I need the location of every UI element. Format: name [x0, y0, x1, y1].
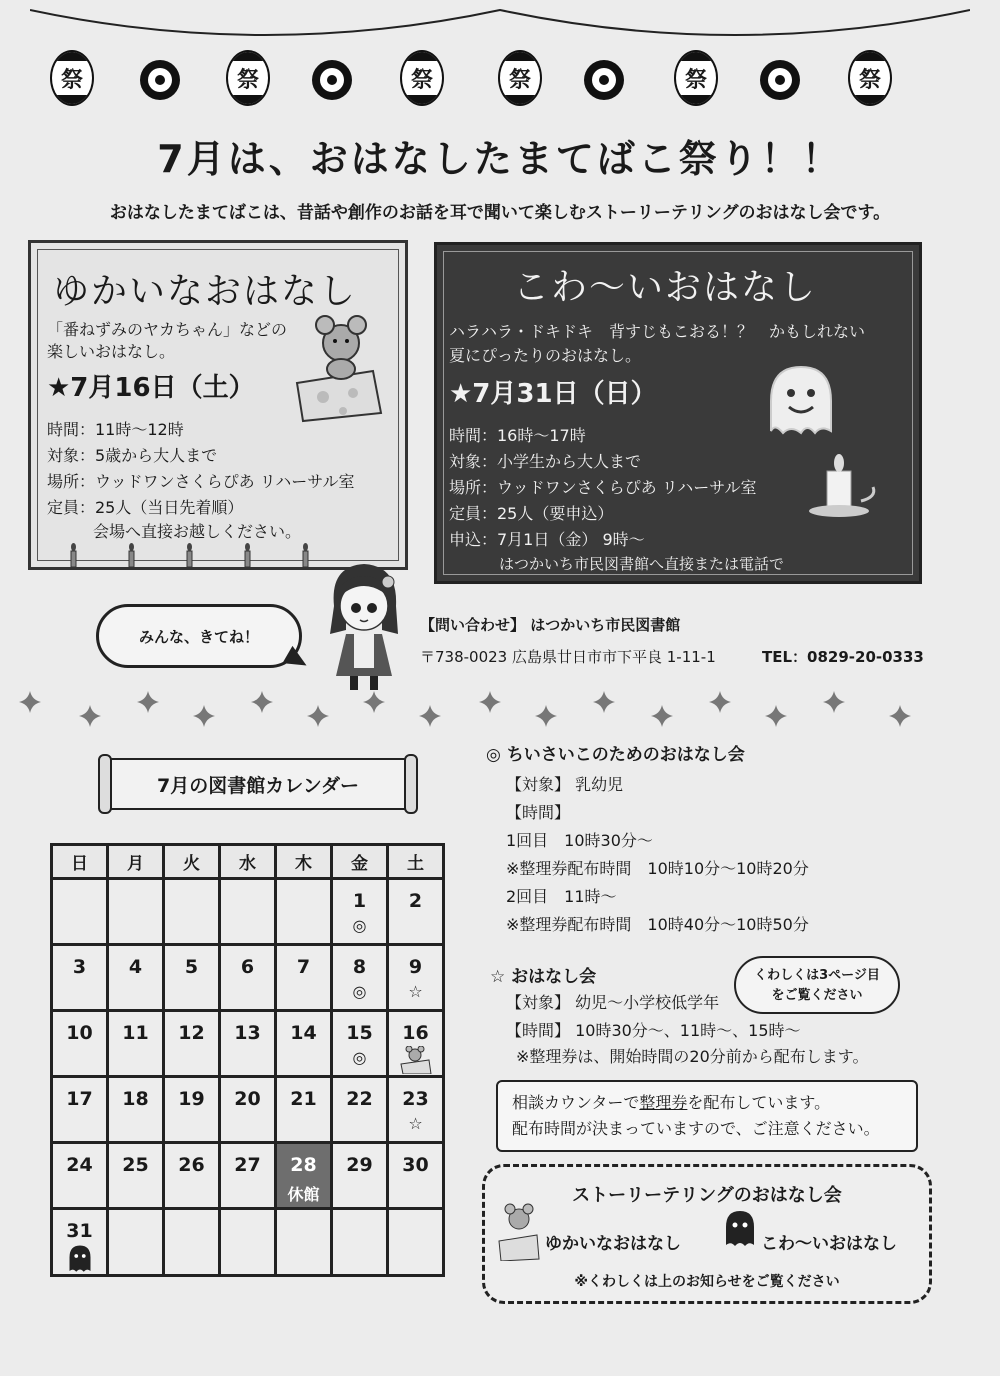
- sparkle-icon: [79, 705, 101, 727]
- ghost-icon: [723, 1209, 757, 1249]
- toddler-heading: ◎ ちいさいこのためのおはなし会: [486, 745, 745, 765]
- calendar-empty-cell: [276, 879, 332, 945]
- notice-text-c: を配布しています。: [687, 1093, 831, 1112]
- lantern-icon: [498, 50, 542, 106]
- calendar-day-10: [52, 1011, 108, 1077]
- sparkle-icon: [251, 691, 273, 713]
- event-desc-1: ハラハラ・ドキドキ 背すじもこおる！？ かもしれない: [449, 322, 866, 341]
- day-number: 31: [66, 1220, 93, 1242]
- day-number: 13: [234, 1022, 261, 1044]
- day-number: 28: [290, 1154, 317, 1176]
- day-number: 5: [184, 956, 199, 978]
- calendar-day-18: [108, 1077, 164, 1143]
- day-number: 3: [72, 956, 87, 978]
- calendar-week: [52, 945, 444, 1011]
- contact-label: 【問い合わせ】 はつかいち市民図書館: [420, 616, 681, 634]
- sparkle-icon: [765, 705, 787, 727]
- calendar-week: [52, 1143, 444, 1209]
- calendar-day-29: [332, 1143, 388, 1209]
- sparkle-icon: [889, 705, 911, 727]
- calendar-empty-cell: [332, 1209, 388, 1276]
- event-date: ★7月31日（日）: [449, 379, 657, 409]
- sparkle-icon: [363, 691, 385, 713]
- day-number: 4: [128, 956, 143, 978]
- toddler-time-label: 【時間】: [506, 803, 571, 822]
- legend-note: ※くわしくは上のお知らせをご覧ください: [574, 1274, 840, 1290]
- event-target: 対象：小学生から大人まで: [449, 452, 642, 471]
- ghost-candle-icon: [761, 361, 901, 521]
- calendar-day-17: [52, 1077, 108, 1143]
- calendar-empty-cell: [276, 1209, 332, 1276]
- calendar-day-7: [276, 945, 332, 1011]
- contact-tel: TEL：0829-20-0333: [762, 648, 924, 666]
- lantern-icon: [400, 50, 444, 106]
- toddler-target: 【対象】 乳幼児: [506, 775, 624, 794]
- storytime-target: 【対象】 幼児〜小学校低学年: [506, 993, 720, 1012]
- day-number: 22: [346, 1088, 373, 1110]
- mouse-icon: [497, 1203, 541, 1261]
- mouse-cheese-icon: [293, 313, 385, 423]
- lantern-icon: [848, 50, 892, 106]
- weekday-header: 木: [276, 845, 332, 879]
- calendar-day-20: [220, 1077, 276, 1143]
- storytime-mark: ☆: [408, 1114, 423, 1133]
- event-desc-1: 「番ねずみのヤカちゃん」などの: [47, 320, 288, 339]
- day-number: 24: [66, 1154, 93, 1176]
- event-title: こわ〜いおはなし: [513, 267, 818, 308]
- event-title: ゆかいなおはなし: [53, 271, 358, 312]
- lantern-char: 祭: [508, 67, 531, 93]
- lantern-char: 祭: [858, 67, 881, 93]
- calendar-day-2: [388, 879, 444, 945]
- calendar-day-13: [220, 1011, 276, 1077]
- sparkle-icon: [193, 705, 215, 727]
- event-desc-2: 夏にぴったりのおはなし。: [449, 346, 642, 365]
- day-number: 20: [234, 1088, 261, 1110]
- legend-item-fun: ゆかいなおはなし: [545, 1234, 681, 1254]
- see-page-3-bubble: [734, 956, 900, 1014]
- storytime-time: 【時間】 10時30分〜、11時〜、15時〜: [506, 1021, 801, 1040]
- sparkle-icon: [307, 705, 329, 727]
- calendar-day-22: [332, 1077, 388, 1143]
- lantern-icon: [50, 50, 94, 106]
- weekday-header: 水: [220, 845, 276, 879]
- event-time: 時間：11時〜12時: [47, 420, 184, 439]
- event-capacity: 定員：25人（当日先着順）: [47, 498, 244, 517]
- girl-illustration: [316, 556, 412, 692]
- ticket-notice: [496, 1080, 918, 1152]
- tomoe-icon: [140, 60, 180, 100]
- notice-text-a: 相談カウンターで: [512, 1093, 640, 1112]
- calendar-banner: 7月の図書館カレンダー: [108, 758, 408, 810]
- calendar-day-19: [164, 1077, 220, 1143]
- sparkle-icon: [419, 705, 441, 727]
- sparkle-icon: [479, 691, 501, 713]
- lantern-string: [30, 0, 970, 60]
- day-number: 29: [346, 1154, 373, 1176]
- calendar-day-14: [276, 1011, 332, 1077]
- calendar-empty-cell: [164, 1209, 220, 1276]
- day-number: 12: [178, 1022, 205, 1044]
- tomoe-icon: [760, 60, 800, 100]
- sparkle-icon: [593, 691, 615, 713]
- lantern-char: 祭: [236, 67, 259, 93]
- toddler-round-1-ticket: ※整理券配布時間 10時10分〜10時20分: [506, 859, 809, 878]
- calendar-day-6: [220, 945, 276, 1011]
- sparkle-icon: [19, 691, 41, 713]
- day-number: 14: [290, 1022, 317, 1044]
- contact-address: 〒738-0023 広島県廿日市市下平良 1-11-1: [420, 648, 716, 666]
- notice-ticket-word: 整理券: [639, 1093, 688, 1112]
- sparkle-divider: [0, 690, 1000, 730]
- calendar-day-5: [164, 945, 220, 1011]
- day-number: 23: [402, 1088, 429, 1110]
- calendar-day-24: [52, 1143, 108, 1209]
- calendar-day-4: [108, 945, 164, 1011]
- sparkle-icon: [535, 705, 557, 727]
- calendar-day-23: [388, 1077, 444, 1143]
- toddler-round-1: 1回目 10時30分〜: [506, 831, 653, 850]
- day-number: 16: [402, 1022, 429, 1044]
- sparkle-icon: [823, 691, 845, 713]
- day-number: 8: [352, 956, 367, 978]
- oval-line-1: くわしくは3ページ目: [754, 968, 880, 983]
- tomoe-icon: [312, 60, 352, 100]
- oval-line-2: をご覧ください: [771, 988, 863, 1003]
- legend-item-scary: こわ〜いおはなし: [761, 1234, 897, 1254]
- calendar-empty-cell: [108, 1209, 164, 1276]
- weekday-header: 金: [332, 845, 388, 879]
- event-desc-2: 楽しいおはなし。: [47, 342, 176, 361]
- day-number: 11: [122, 1022, 149, 1044]
- toddler-storytime-mark: ◎: [352, 982, 367, 1001]
- weekday-header: 日: [52, 845, 108, 879]
- event-time: 時間：16時〜17時: [449, 426, 586, 445]
- calendar-day-28: [276, 1143, 332, 1209]
- calendar-week: [52, 879, 444, 945]
- calendar-week: [52, 1011, 444, 1077]
- storytelling-legend-box: [482, 1164, 932, 1304]
- calendar-day-15: [332, 1011, 388, 1077]
- day-number: 9: [408, 956, 423, 978]
- lantern-icon: [226, 50, 270, 106]
- day-number: 2: [408, 890, 423, 912]
- event-place: 場所：ウッドワンさくらぴあ リハーサル室: [47, 472, 355, 491]
- day-number: 30: [402, 1154, 429, 1176]
- weekday-header: 月: [108, 845, 164, 879]
- day-number: 19: [178, 1088, 205, 1110]
- speech-bubble: みんな、きてね！: [96, 604, 302, 668]
- calendar-day-9: [388, 945, 444, 1011]
- calendar-empty-cell: [220, 1209, 276, 1276]
- day-number: 21: [290, 1088, 317, 1110]
- day-number: 15: [346, 1022, 373, 1044]
- tomoe-icon: [584, 60, 624, 100]
- sparkle-icon: [137, 691, 159, 713]
- calendar-empty-cell: [52, 879, 108, 945]
- event-apply: 申込：7月1日（金） 9時〜: [449, 530, 645, 549]
- calendar-week: [52, 1209, 444, 1276]
- day-number: 18: [122, 1088, 149, 1110]
- calendar-day-11: [108, 1011, 164, 1077]
- day-number: 6: [240, 956, 255, 978]
- weekday-header: 火: [164, 845, 220, 879]
- storytime-ticket-note: ※整理券は、開始時間の20分前から配布します。: [516, 1047, 869, 1066]
- event-capacity: 定員：25人（要申込）: [449, 504, 614, 523]
- calendar-day-21: [276, 1077, 332, 1143]
- day-number: 17: [66, 1088, 93, 1110]
- toddler-round-2-ticket: ※整理券配布時間 10時40分〜10時50分: [506, 915, 809, 934]
- event-apply-note: はつかいち市民図書館へ直接または電話で: [499, 555, 785, 573]
- day-number: 25: [122, 1154, 149, 1176]
- sparkle-icon: [651, 705, 673, 727]
- event-box-fun-story: [28, 240, 408, 570]
- toddler-round-2: 2回目 11時〜: [506, 887, 617, 906]
- calendar-empty-cell: [220, 879, 276, 945]
- day-number: 26: [178, 1154, 205, 1176]
- storytime-mark: ☆: [408, 982, 423, 1001]
- day-number: 7: [296, 956, 311, 978]
- day-number: 10: [66, 1022, 93, 1044]
- calendar-table: [50, 843, 445, 1277]
- lantern-char: 祭: [410, 67, 433, 93]
- ghost-icon: [66, 1244, 94, 1274]
- day-number: 1: [352, 890, 367, 912]
- calendar-week: [52, 1077, 444, 1143]
- day-number: 27: [234, 1154, 261, 1176]
- calendar-empty-cell: [388, 1209, 444, 1276]
- mouse-icon: [399, 1046, 433, 1074]
- page-subtitle: おはなしたまてばこは、昔話や創作のお話を耳で聞いて楽しむストーリーテリングのおはなし会です。: [109, 203, 891, 223]
- event-date: ★7月16日（土）: [47, 373, 255, 403]
- legend-title: ストーリーテリングのおはなし会: [572, 1185, 842, 1206]
- toddler-storytime-mark: ◎: [352, 1048, 367, 1067]
- calendar-day-25: [108, 1143, 164, 1209]
- event-box-scary-story: [434, 242, 922, 584]
- calendar-empty-cell: [108, 879, 164, 945]
- calendar-day-31: [52, 1209, 108, 1276]
- calendar-day-12: [164, 1011, 220, 1077]
- sparkle-icon: [709, 691, 731, 713]
- page-title: 7月は、おはなしたまてばこ祭り！！: [157, 137, 843, 181]
- calendar-empty-cell: [164, 879, 220, 945]
- calendar-day-8: [332, 945, 388, 1011]
- calendar-day-30: [388, 1143, 444, 1209]
- calendar-day-1: [332, 879, 388, 945]
- calendar-day-27: [220, 1143, 276, 1209]
- lantern-icon: [674, 50, 718, 106]
- calendar-day-3: [52, 945, 108, 1011]
- lantern-char: 祭: [60, 67, 83, 93]
- event-place: 場所：ウッドワンさくらぴあ リハーサル室: [449, 478, 757, 497]
- notice-line-2: 配布時間が決まっていますので、ご注意ください。: [512, 1119, 880, 1138]
- toddler-storytime-mark: ◎: [352, 916, 367, 935]
- event-target: 対象：5歳から大人まで: [47, 446, 218, 465]
- lantern-char: 祭: [684, 67, 707, 93]
- weekday-header: 土: [388, 845, 444, 879]
- closed-label: 休館: [287, 1185, 320, 1204]
- event-note: 会場へ直接お越しください。: [93, 522, 302, 541]
- calendar-day-26: [164, 1143, 220, 1209]
- calendar-day-16: [388, 1011, 444, 1077]
- storytime-heading: ☆ おはなし会: [490, 967, 597, 987]
